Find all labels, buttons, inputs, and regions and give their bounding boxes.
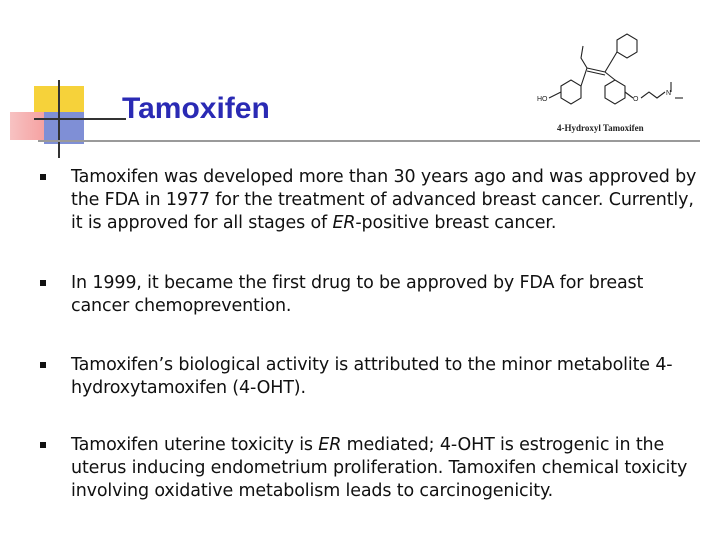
ho-label: HO bbox=[537, 96, 548, 103]
bullet-text-part: Tamoxifen uterine toxicity is bbox=[71, 435, 319, 455]
bullet-text-part: In 1999, it became the first drug to be approved by FDA for breast cancer chemoprevention. bbox=[71, 273, 644, 316]
slide-title: Tamoxifen bbox=[122, 92, 270, 125]
bullet-text bbox=[71, 354, 701, 400]
bullet-square-icon bbox=[40, 362, 46, 368]
bullet-text-part: mediated; 4-OHT is estrogenic in the uterus inducing endometrium proliferation. Tamoxifen chemical toxicity involving oxidative metabolism leads to carcinogenicity. bbox=[71, 435, 688, 501]
bullet-square-icon bbox=[40, 442, 46, 448]
bullet-text bbox=[71, 434, 701, 503]
structure-caption: 4-Hydroxyl Tamoxifen bbox=[557, 123, 644, 133]
bullet-text-part: -positive breast cancer. bbox=[355, 213, 557, 233]
title-underline bbox=[38, 140, 700, 142]
oxygen-label: O bbox=[633, 96, 639, 103]
bullet-text-part: Tamoxifen’s biological activity is attributed to the minor metabolite 4-hydroxytamoxifen (4-OHT). bbox=[71, 355, 673, 398]
er-italic: ER bbox=[318, 435, 342, 455]
bullet-text bbox=[71, 166, 701, 235]
bullet-text bbox=[71, 272, 701, 318]
bullet-square-icon bbox=[40, 174, 46, 180]
horizontal-line bbox=[34, 118, 126, 120]
corner-decoration bbox=[0, 0, 130, 160]
er-italic: ER bbox=[332, 213, 356, 233]
bullet-text-part: Tamoxifen was developed more than 30 years ago and was approved by the FDA in 1977 for the treatment of advanced breast cancer. Currently, it is approved for all stages of bbox=[71, 167, 697, 233]
chemical-structure-image bbox=[525, 28, 685, 138]
bullet-square-icon bbox=[40, 280, 46, 286]
nitrogen-label: N bbox=[666, 90, 672, 97]
